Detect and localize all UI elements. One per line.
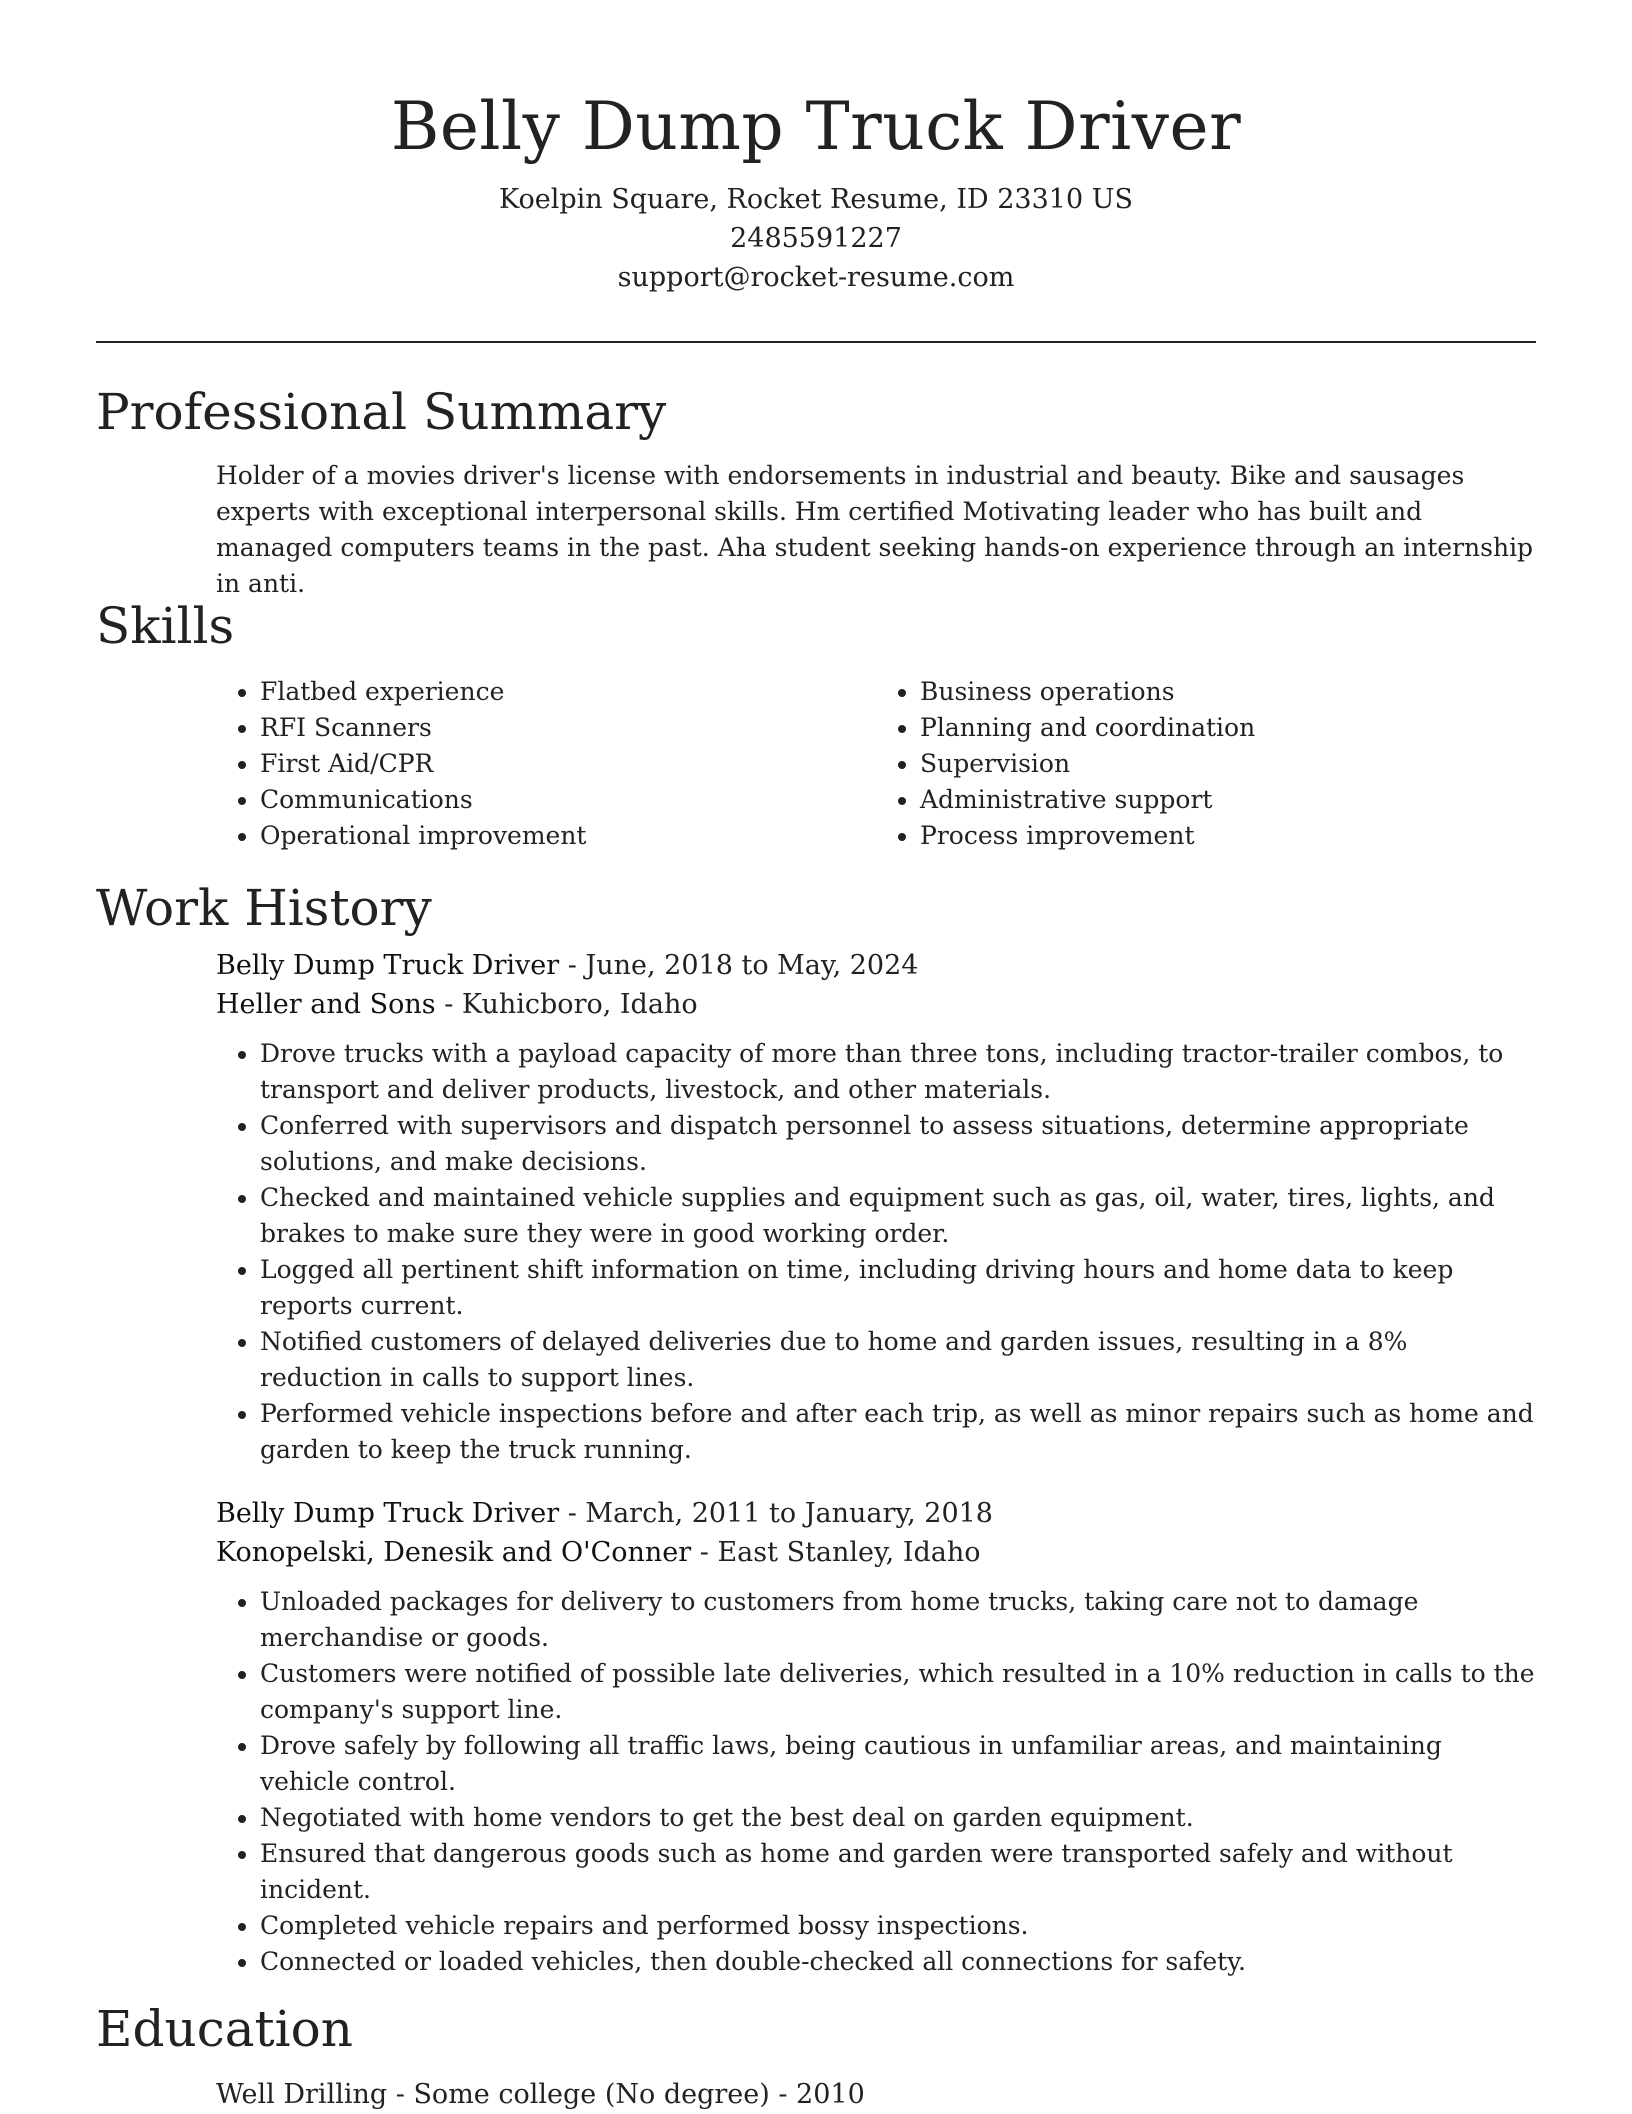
skill-item: • First Aid/CPR (260, 746, 876, 782)
skills-title: Skills (96, 597, 235, 655)
skill-item: • Planning and coordination (920, 710, 1536, 746)
skill-item: • Flatbed experience (260, 674, 876, 710)
job-company-line (216, 1533, 1536, 1572)
address-text: Koelpin Square, Rocket Resume, ID 23310 US (499, 184, 1133, 215)
email-text: support@rocket-resume.com (617, 262, 1015, 293)
skills-left-column (216, 674, 876, 854)
job-bullet: • Checked and maintained vehicle supplies and equipment such as gas, oil, water, tires, lights, and brakes to make sure they were in good working order. (260, 1180, 1536, 1252)
job-bullet-list (216, 1036, 1536, 1468)
job-bullet-list (216, 1584, 1536, 1980)
job-bullet: • Negotiated with home vendors to get the best deal on garden equipment. (260, 1800, 1536, 1836)
job-dates: - March, 2011 to January, 2018 (559, 1498, 993, 1529)
job-location: - East Stanley, Idaho (691, 1537, 981, 1568)
skills-right-column (876, 674, 1536, 854)
job-title-line (216, 1494, 1536, 1533)
job-entry (216, 1494, 1536, 1980)
job-location: - Kuhicboro, Idaho (435, 989, 698, 1020)
job-company: Konopelski, Denesik and O'Conner (216, 1537, 692, 1568)
job-company: Heller and Sons (216, 989, 436, 1020)
summary-title: Professional Summary (96, 383, 667, 441)
skills-columns (216, 674, 1536, 854)
candidate-name: Belly Dump Truck Driver (390, 88, 1242, 165)
job-bullet: • Conferred with supervisors and dispatch personnel to assess situations, determine appropriate solutions, and make decisions. (260, 1108, 1536, 1180)
job-bullet: • Customers were notified of possible late deliveries, which resulted in a 10% reduction in calls to the company's support line. (260, 1656, 1536, 1728)
education-entry: Well Drilling - Some college (No degree) - 2010 (216, 2079, 865, 2110)
job-dates: - June, 2018 to May, 2024 (559, 950, 919, 981)
skill-item: • Process improvement (920, 818, 1536, 854)
summary-section (96, 382, 1536, 602)
skill-item: • Administrative support (920, 782, 1536, 818)
skill-item: • Operational improvement (260, 818, 876, 854)
job-bullet: • Connected or loaded vehicles, then double-checked all connections for safety. (260, 1944, 1536, 1980)
summary-text: Holder of a movies driver's license with endorsements in industrial and beauty. Bike and sausages experts with exceptional interpersonal skills. Hm certified Motivating leader who has built and managed computers teams in the past. Aha student seeking hands-on experience through an internship in anti. (216, 461, 1534, 598)
job-role: Belly Dump Truck Driver (216, 950, 560, 981)
education-title: Education (96, 2000, 353, 2058)
job-bullet: • Unloaded packages for delivery to customers from home trucks, taking care not to damage merchandise or goods. (260, 1584, 1536, 1656)
work-history-title: Work History (96, 879, 432, 937)
job-role: Belly Dump Truck Driver (216, 1498, 560, 1529)
job-bullet: • Ensured that dangerous goods such as home and garden were transported safely and without incident. (260, 1836, 1536, 1908)
job-bullet: • Drove trucks with a payload capacity of more than three tons, including tractor-trailer combos, to transport and deliver products, livestock, and other materials. (260, 1036, 1536, 1108)
phone-text: 2485591227 (730, 223, 902, 254)
skill-item: • RFI Scanners (260, 710, 876, 746)
skill-item: • Communications (260, 782, 876, 818)
skill-item: • Business operations (920, 674, 1536, 710)
contact-info (0, 180, 1632, 297)
job-bullet: • Logged all pertinent shift information on time, including driving hours and home data to keep reports current. (260, 1252, 1536, 1324)
job-bullet: • Performed vehicle inspections before and after each trip, as well as minor repairs such as home and garden to keep the truck running. (260, 1396, 1536, 1468)
resume-header (0, 0, 1632, 297)
job-entry (216, 946, 1536, 1468)
header-divider (96, 341, 1536, 343)
job-bullet: • Drove safely by following all traffic laws, being cautious in unfamiliar areas, and maintaining vehicle control. (260, 1728, 1536, 1800)
job-title-line (216, 946, 1536, 985)
education-section (96, 1999, 1536, 2114)
skill-item: • Supervision (920, 746, 1536, 782)
work-history-section (96, 878, 1536, 1980)
job-bullet: • Completed vehicle repairs and performed bossy inspections. (260, 1908, 1536, 1944)
job-bullet: • Notified customers of delayed deliveries due to home and garden issues, resulting in a 8% reduction in calls to support lines. (260, 1324, 1536, 1396)
job-company-line (216, 985, 1536, 1024)
skills-section (96, 596, 1536, 854)
